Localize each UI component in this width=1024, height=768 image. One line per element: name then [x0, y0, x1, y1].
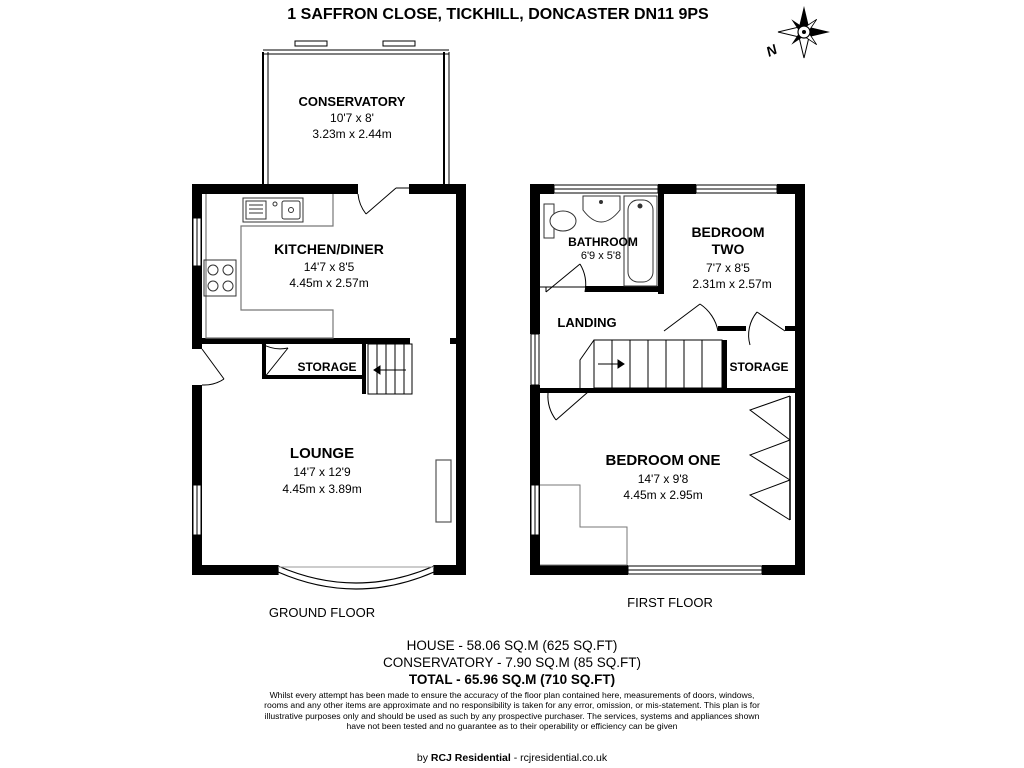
- compass-rose-icon: [778, 6, 830, 58]
- bathroom-name: BATHROOM: [568, 235, 638, 249]
- landing-name: LANDING: [557, 315, 617, 330]
- kitchen-name: KITCHEN/DINER: [274, 241, 384, 257]
- kitchen-window: [193, 218, 201, 266]
- credit-line: [0, 752, 1024, 764]
- bedroom-two-imperial: 7'7 x 8'5: [706, 261, 750, 275]
- bedroom-one-door: [548, 392, 588, 420]
- lounge-fireplace: [436, 460, 451, 522]
- conservatory-area: CONSERVATORY - 7.90 SQ.M (85 SQ.FT): [382, 655, 642, 670]
- credit-brand: RCJ Residential: [430, 752, 511, 764]
- bedroom-one-imperial: 14'7 x 9'8: [637, 472, 689, 486]
- first-storage-door: [749, 312, 785, 345]
- house-area: HOUSE - 58.06 SQ.M (625 SQ.FT): [406, 638, 618, 653]
- bedroom-two-door: [664, 304, 718, 331]
- lounge-metric: 4.45m x 3.89m: [282, 482, 362, 496]
- first-storage-name: STORAGE: [729, 360, 789, 374]
- conservatory-imperial: 10'7 x 8': [330, 111, 374, 125]
- kitchen-conservatory-door: [358, 188, 409, 214]
- toilet-icon: [544, 204, 576, 238]
- landing-window: [531, 334, 539, 385]
- kitchen-sink-icon: [243, 198, 303, 222]
- bathroom-door: [546, 264, 586, 292]
- bedroom-two-name-line2: TWO: [711, 241, 745, 257]
- front-door: [202, 349, 224, 385]
- bathroom-imperial: 6'9 x 5'8: [580, 250, 622, 262]
- bedroom-one-name: BEDROOM ONE: [605, 452, 721, 469]
- ground-floor-label: GROUND FLOOR: [268, 605, 376, 620]
- kitchen-imperial: 14'7 x 8'5: [303, 260, 355, 274]
- compass-north-label: N: [763, 40, 780, 60]
- bedroom-one-side-window: [531, 485, 539, 535]
- bedroom-one-metric: 4.45m x 2.95m: [623, 488, 703, 502]
- disclaimer-text: Whilst every attempt has been made to ensure the accuracy of the floor plan contained here, measurements of doors, windows, rooms and any other items are approximate and no responsibility is taken for any error, omission, or mis-statement. This plan is for illustrative purposes only and should be used as such by any prospective purchaser. The services, systems and appliances shown have not been tested and no guarantee as to their operability or efficiency can be given: [264, 690, 760, 731]
- credit-website: rcjresidential.co.uk: [520, 752, 608, 764]
- credit-prefix: by: [416, 752, 431, 764]
- bedroom-two-name-line1: BEDROOM: [691, 224, 765, 240]
- bedroom-one-cupboard: [540, 485, 627, 565]
- ground-storage-name: STORAGE: [297, 360, 357, 374]
- plan-title: 1 SAFFRON CLOSE, TICKHILL, DONCASTER DN11 9PS: [287, 6, 709, 23]
- bedroom-one-front-window: [628, 566, 762, 574]
- ground-floor-plan: [192, 41, 466, 589]
- bedroom-two-metric: 2.31m x 2.57m: [692, 277, 772, 291]
- conservatory-name: CONSERVATORY: [298, 94, 406, 109]
- kitchen-metric: 4.45m x 2.57m: [289, 276, 369, 290]
- ground-floor-stairs: [368, 344, 412, 394]
- lounge-side-window: [193, 485, 201, 535]
- conservatory-metric: 3.23m x 2.44m: [312, 127, 392, 141]
- wardrobe-bifold-doors: [750, 396, 790, 520]
- lounge-bay-window: [278, 565, 434, 589]
- total-area: TOTAL - 65.96 SQ.M (710 SQ.FT): [408, 672, 616, 687]
- kitchen-hob-icon: [204, 260, 236, 296]
- first-floor-label: FIRST FLOOR: [627, 595, 713, 610]
- lounge-imperial: 14'7 x 12'9: [293, 465, 351, 479]
- lounge-name: LOUNGE: [289, 445, 355, 462]
- first-floor-stairs: [580, 340, 722, 388]
- basin-icon: [583, 196, 620, 222]
- credit-separator: -: [510, 752, 521, 764]
